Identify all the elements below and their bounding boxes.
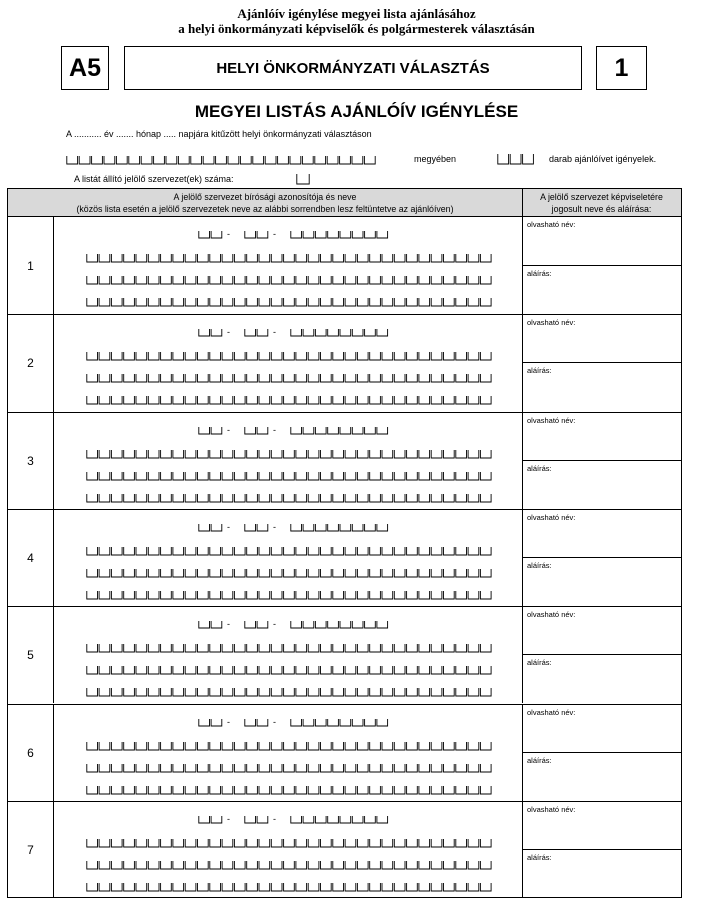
id-separator: - [273,521,276,532]
readable-name-label: olvasható név: [527,512,576,522]
right-header-line-1: A jelölő szervezet képviseletére [540,192,663,202]
id-separator: - [273,229,276,239]
left-header [8,189,523,216]
signature-label: aláírás: [527,852,552,862]
right-header [523,189,680,216]
representative-cell [523,510,681,606]
left-header-line-2: (közös lista esetén a jelölő szervezetek neve az alábbi sorrendben lesz feltüntetve az ajánlóíven) [76,204,454,214]
id-separator: - [227,229,230,239]
org-id-name-cell[interactable] [54,413,523,509]
header-line-1: Ajánlóív igénylése megyei lista ajánlásához [237,6,476,21]
table-header [8,189,681,217]
table-row [8,704,681,801]
signature-label: aláírás: [527,463,552,473]
readable-name-label: olvasható név: [527,415,576,425]
signature-label: aláírás: [527,755,552,765]
county-suffix: megyében [414,154,457,164]
signature-field[interactable] [523,363,681,411]
signature-label: aláírás: [527,268,552,278]
id-separator: - [227,424,230,435]
intro-line: A ........... év ....... hónap ..... napjára kitűzött helyi önkormányzati választáson [66,129,372,139]
id-separator: - [273,327,276,338]
representative-cell [523,802,681,898]
signature-field[interactable] [523,266,681,315]
id-separator: - [227,619,230,630]
org-count-label: A listát állító jelölő szervezet(ek) száma: [74,174,234,184]
signature-field[interactable] [523,461,681,509]
count-suffix: darab ajánlóívet igényelek. [549,154,657,164]
readable-name-label: olvasható név: [527,610,576,620]
row-number: 5 [8,607,54,703]
entry-combs[interactable] [54,315,522,411]
signature-label: aláírás: [527,366,552,376]
election-title: HELYI ÖNKORMÁNYZATI VÁLASZTÁS [216,59,490,77]
representative-cell [523,607,681,703]
org-id-name-cell[interactable] [54,802,523,898]
id-separator: - [273,424,276,435]
signature-field[interactable] [523,850,681,898]
count-comb[interactable] [498,154,534,164]
row-number: 7 [8,802,54,898]
page-number: 1 [614,53,629,82]
entry-combs[interactable] [54,217,522,314]
org-id-name-cell[interactable] [54,510,523,606]
signature-field[interactable] [523,558,681,606]
representative-cell [523,705,681,801]
org-id-name-cell[interactable] [54,705,523,801]
id-separator: - [227,813,230,824]
table-row [8,801,681,898]
table-row [8,606,681,703]
readable-name-label: olvasható név: [527,220,576,229]
entry-combs[interactable] [54,607,522,703]
readable-name-field[interactable] [523,413,681,461]
readable-name-field[interactable] [523,705,681,753]
org-count-comb[interactable] [297,174,309,184]
table-row [8,314,681,411]
readable-name-field[interactable] [523,607,681,655]
signature-label: aláírás: [527,658,552,668]
entry-combs[interactable] [54,705,522,801]
table-row [8,217,681,314]
id-separator: - [273,619,276,630]
org-table [7,188,682,898]
id-separator: - [227,716,230,727]
org-id-name-cell[interactable] [54,315,523,411]
id-separator: - [273,716,276,727]
readable-name-label: olvasható név: [527,804,576,814]
row-number: 4 [8,510,54,606]
readable-name-field[interactable] [523,217,681,266]
readable-name-field[interactable] [523,315,681,363]
row-number: 1 [8,217,54,314]
representative-cell [523,315,681,411]
row-number: 6 [8,705,54,801]
org-id-name-cell[interactable] [54,607,523,703]
id-separator: - [273,813,276,824]
form-code: A5 [69,53,101,82]
entry-combs[interactable] [54,802,522,898]
entry-combs[interactable] [54,510,522,606]
org-id-name-cell[interactable] [54,217,523,314]
header-line-2: a helyi önkormányzati képviselők és polgármesterek választásán [178,21,535,36]
left-header-line-1: A jelölő szervezet bírósági azonosítója és neve [173,192,357,202]
representative-cell [523,413,681,509]
table-row [8,509,681,606]
signature-field[interactable] [523,655,681,703]
signature-label: aláírás: [527,561,552,571]
representative-cell [523,217,681,314]
row-number: 2 [8,315,54,411]
readable-name-label: olvasható név: [527,318,576,328]
entry-combs[interactable] [54,413,522,509]
signature-field[interactable] [523,753,681,801]
id-separator: - [227,521,230,532]
county-comb[interactable] [67,156,375,164]
readable-name-field[interactable] [523,510,681,558]
readable-name-field[interactable] [523,802,681,850]
row-number: 3 [8,413,54,509]
table-row [8,412,681,509]
right-header-line-2: jogosult neve és aláírása: [551,204,652,214]
main-title: MEGYEI LISTÁS AJÁNLÓÍV IGÉNYLÉSE [194,102,519,121]
id-separator: - [227,327,230,338]
readable-name-label: olvasható név: [527,707,576,717]
